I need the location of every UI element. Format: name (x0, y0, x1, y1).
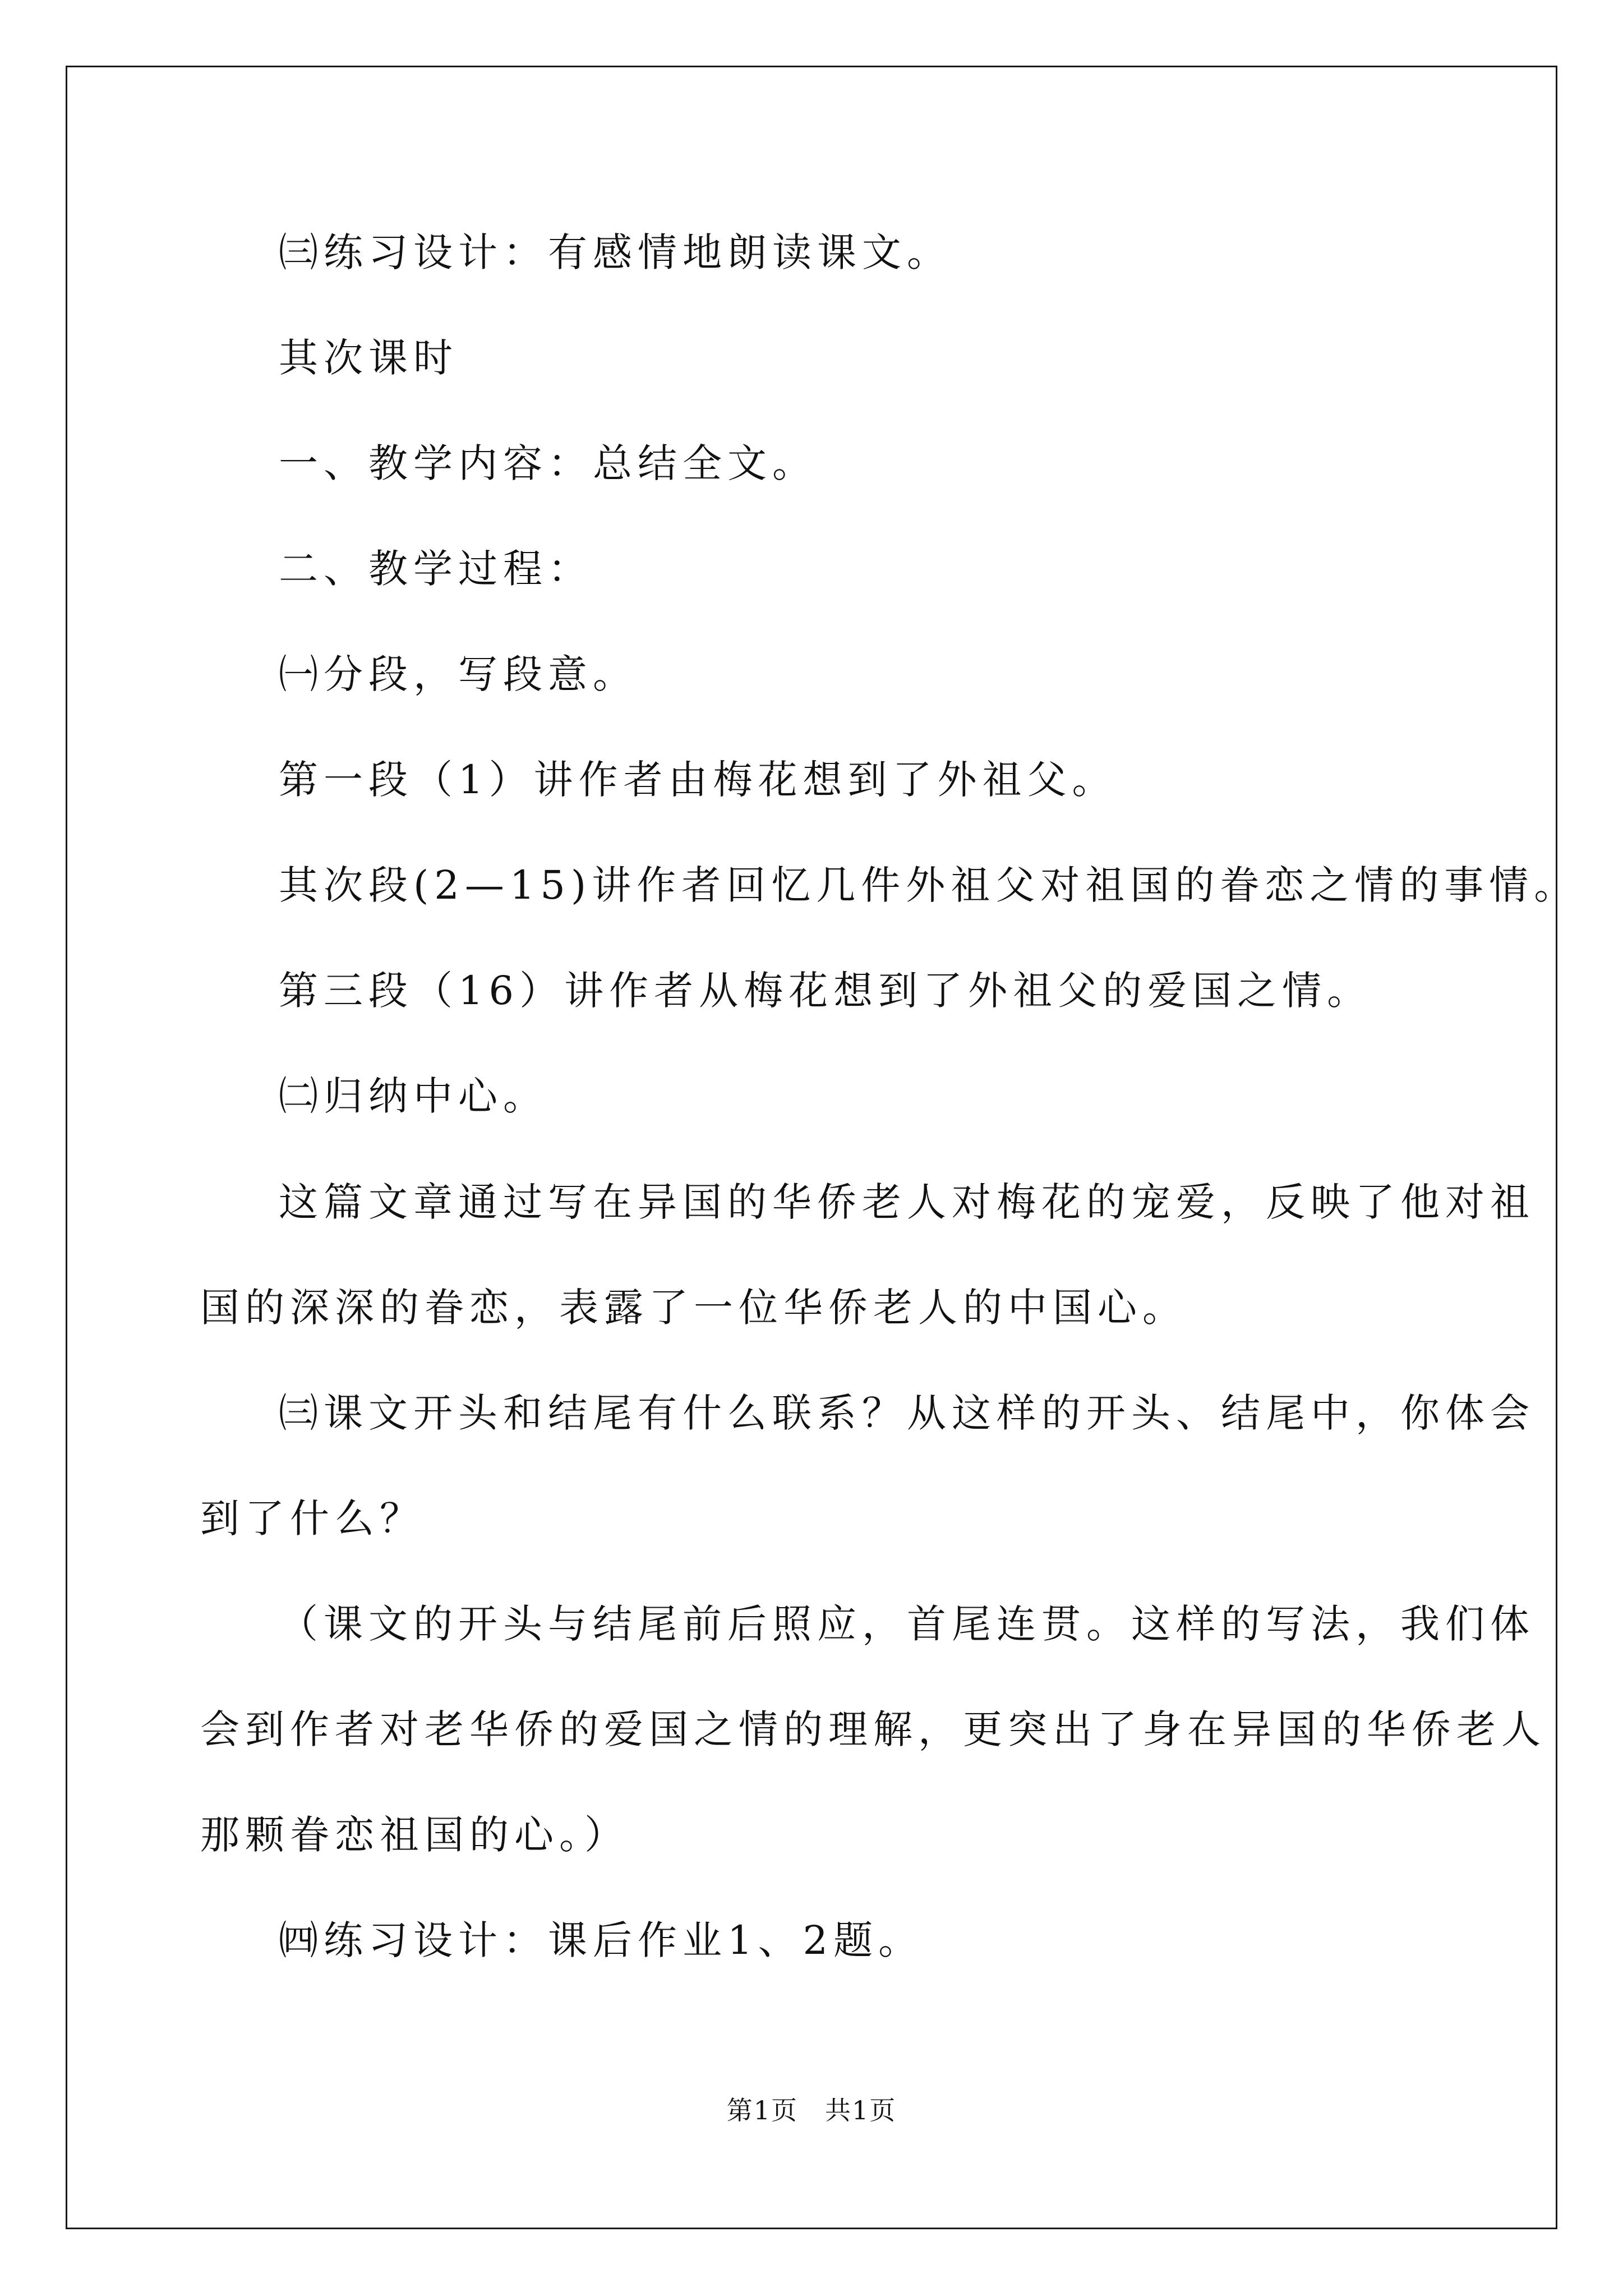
text-line: 其次段(2—15)讲作者回忆几件外祖父对祖国的眷恋之情的事情。 (279, 862, 1579, 908)
text-line: 那颗眷恋祖国的心。） (200, 1812, 629, 1858)
text-line: 到了什么？ (200, 1496, 425, 1542)
text-line: ㈠分段，写段意。 (279, 651, 638, 697)
text-line: 会到作者对老华侨的爱国之情的理解，更突出了身在异国的华侨老人 (200, 1706, 1546, 1752)
text-line: ㈢课文开头和结尾有什么联系？从这样的开头、结尾中，你体会 (279, 1390, 1535, 1436)
text-line: （课文的开头与结尾前后照应，首尾连贯。这样的写法，我们体 (279, 1601, 1535, 1647)
text-line: 第三段（16）讲作者从梅花想到了外祖父的爱国之情。 (279, 968, 1372, 1014)
page-number: 第1页 共1页 (726, 2095, 897, 2125)
text-line: 国的深深的眷恋，表露了一位华侨老人的中国心。 (200, 1285, 1187, 1331)
text-line: 这篇文章通过写在异国的华侨老人对梅花的宠爱，反映了他对祖 (279, 1179, 1535, 1225)
text-line: ㈡归纳中心。 (279, 1073, 548, 1119)
section-heading: 其次课时 (279, 335, 458, 381)
text-line: ㈢练习设计：有感情地朗读课文。 (279, 229, 952, 275)
text-line: ㈣练习设计：课后作业1、2题。 (279, 1917, 924, 1963)
text-line: 一、教学内容：总结全文。 (279, 440, 817, 486)
text-line: 第一段（1）讲作者由梅花想到了外祖父。 (279, 757, 1117, 803)
text-line: 二、教学过程： (279, 546, 593, 592)
